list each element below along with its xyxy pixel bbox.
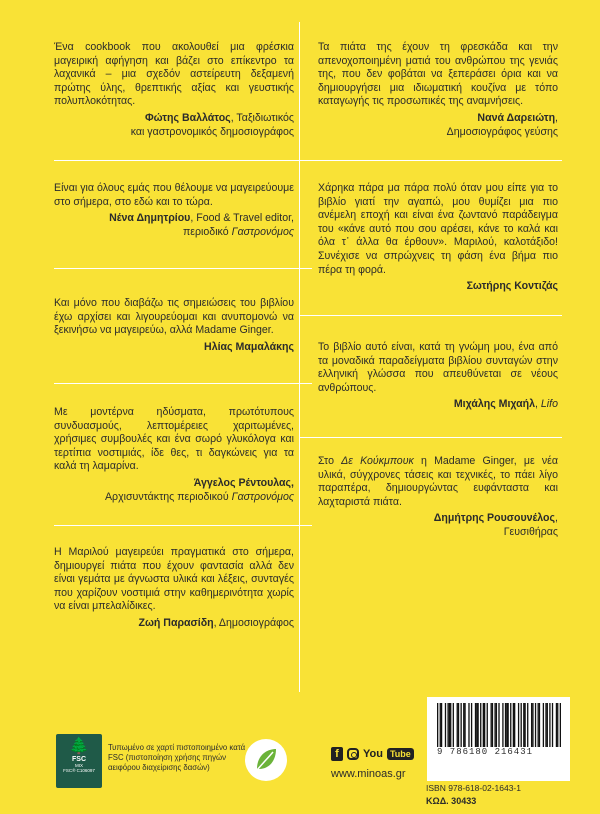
barcode-bar	[437, 703, 438, 747]
barcode-bar	[549, 703, 550, 747]
barcode-bar	[538, 703, 539, 747]
isbn: ISBN 978-618-02-1643-1	[426, 783, 521, 793]
instagram-icon[interactable]	[347, 748, 359, 760]
quote-attribution: Νένα Δημητρίου, Food & Travel editor, περιοδικό Γαστρονόμος	[109, 212, 294, 238]
barcode-bar	[441, 703, 442, 747]
barcode-bar	[447, 703, 448, 747]
barcode-bar	[547, 703, 548, 747]
separator-line	[54, 160, 312, 161]
youtube-icon-tube[interactable]: Tube	[387, 748, 414, 760]
quote-attribution: Φώτης Βαλλάτος, Ταξιδιωτικός και γαστρονομικός δημοσιογράφος	[130, 111, 294, 138]
quote-vallatos	[54, 41, 294, 139]
barcode-bar	[521, 703, 522, 747]
barcode-bar	[468, 703, 469, 747]
quote-text: Και μόνο που διαβάζω τις σημειώσεις του βιβλίου έχω αρχίσει και λιγουρεύομαι και ανυπομονώ να ξεκινήσω να μαγειρεύω, αλλά Madame Ginger.	[54, 297, 294, 337]
barcode-bar	[445, 703, 446, 747]
barcode-bar	[505, 703, 506, 747]
barcode-bar	[487, 703, 488, 747]
barcode-bar	[453, 703, 454, 747]
barcode-bar	[484, 703, 485, 747]
barcode-bar	[494, 703, 495, 747]
barcode-bar	[491, 703, 492, 747]
quote-attribution: Ζωή Παρασίδη, Δημοσιογράφος	[138, 616, 294, 629]
column-divider	[299, 22, 300, 692]
quote-text: Το βιβλίο αυτό είναι, κατά τη γνώμη μου, ένα από τα μοναδικά παραδείγματα βιβλίου συνταγών στην ελληνική γλώσσα που απευθύνεται σε νέους ανθρώπους.	[318, 341, 558, 394]
barcode-bar	[535, 703, 536, 747]
barcode-bar	[483, 703, 484, 747]
fsc-logo: 🌲 FSC MIX FSC® C106097	[56, 734, 102, 788]
barcode-bar	[458, 703, 459, 747]
quote-michail	[318, 341, 558, 412]
barcode-bar	[543, 703, 544, 747]
quote-attribution: Σωτήρης Κοντιζάς	[466, 280, 558, 293]
fsc-note: Τυπωμένο σε χαρτί πιστοποιημένο κατά FSC (πιστοποίηση χρήσης πηγών αειφόρου διαχείρισης δασών)	[108, 743, 246, 772]
quote-attribution: Νανά Δαρειώτη, Δημοσιογράφος γεύσης	[446, 111, 558, 138]
quote-text: Η Μαριλού μαγειρεύει πραγματικά στο σήμερα, δημιουργεί πιάτα που έχουν φαντασία αλλά δεν είναι γεμάτα με άγνωστα υλικά και λέξεις, συνταγές που χαρίζουν νοστιμιά στην καθημερινότητα χωρίς να είναι μπελαλίδικες.	[54, 546, 294, 613]
barcode-bar	[496, 703, 497, 747]
barcode-bar	[531, 703, 532, 747]
quote-dareioti	[318, 41, 558, 139]
barcode-bar	[449, 703, 450, 747]
separator-line	[54, 383, 312, 384]
quote-mamalakis	[54, 297, 294, 354]
quote-attribution: Ηλίας Μαμαλάκης	[204, 340, 294, 353]
quote-rousounelos	[318, 455, 558, 540]
barcode-bar	[560, 703, 561, 747]
quote-text: Τα πιάτα της έχουν τη φρεσκάδα και την απενοχοποιημένη ματιά του ανθρώπου της γενιάς της, που δεν φοβάται να ξεπεράσει όρια και να δημιουργήσει μια ιδιωματική κουζίνα με τόπο καταγωγής τις προσωπικές της αναμνήσεις.	[318, 41, 558, 108]
barcode-bar	[471, 703, 472, 747]
barcode-bar	[463, 703, 464, 747]
barcode-bar	[527, 703, 528, 747]
quote-parasidi	[54, 546, 294, 631]
quote-rentoulas	[54, 406, 294, 504]
separator-line	[54, 268, 312, 269]
youtube-icon-you[interactable]: You	[363, 748, 383, 760]
separator-line	[54, 525, 312, 526]
facebook-icon[interactable]: f	[331, 747, 343, 761]
barcode-bar	[464, 703, 465, 747]
quote-text: Χάρηκα πάρα μα πάρα πολύ όταν μου είπε για το βιβλίο γιατί την αγαπώ, μου θυμίζει μια πιο ανέμελη εποχή και είναι ένα ζωντανό παράδειγμα του «κάνε αυτό που σου αρέσει, κάνε το καλά και όλα τ᾽ άλλα θα έρθουν». Μαριλού, καλοτάξιδο! Συνέχισε να σπρώχνεις τη φάση ένα βήμα πιο πέρα τη φορά.	[318, 182, 558, 276]
barcode-bar	[440, 703, 441, 747]
quote-attribution: Μιχάλης Μιχαήλ, Lifo	[453, 398, 558, 411]
barcode-bar	[514, 703, 515, 747]
barcode-bar	[524, 703, 525, 747]
barcode-bar	[532, 703, 533, 747]
barcode-bar	[450, 703, 451, 747]
barcode-bar	[506, 703, 507, 747]
quote-text: Ένα cookbook που ακολουθεί μια φρέσκια μαγειρική αφήγηση και βάζει στο επίκεντρο τα λαχανικά – μια σχεδόν αστείρευτη δεξαμενή πρώτης ύλης, θρεπτικής αξίας και γευστικής πολυπλοκότητας.	[54, 41, 294, 108]
barcode-number: 9 786180 216431	[437, 747, 534, 757]
quote-dimitriou	[54, 182, 294, 239]
barcode-bar	[480, 703, 481, 747]
barcode-bar	[507, 703, 508, 747]
quote-text: Είναι για όλους εμάς που θέλουμε να μαγειρεύουμε στο σήμερα, στο εδώ και το τώρα.	[54, 182, 294, 208]
quote-text: Με μοντέρνα ηδύσματα, πρωτότυπους συνδυασμούς, λεπτομέρειες χαριτωμένες, χρήσιμες συμβουλές και ένα σωρό γλυκόλογα και τερτίπια νοστιμιάς, ίδε θες, τι δαγκώνεις για τα καλά τη λαμαρίνα.	[54, 406, 294, 473]
barcode-bar	[557, 703, 558, 747]
quote-text: Στο Δε Κούκμπουκ η Madame Ginger, με νέα υλικά, σύγχρονες τάσεις και τεχνικές, το πάει λίγο παραπέρα, δημιουργώντας ευφάνταστα και λαχταριστά πιάτα.	[318, 455, 558, 508]
barcode-bar	[513, 703, 514, 747]
barcode-bar	[492, 703, 493, 747]
barcode-bar	[477, 703, 478, 747]
barcode	[427, 697, 570, 781]
barcode-bar	[539, 703, 540, 747]
barcode-bar	[523, 703, 524, 747]
leaf-icon	[245, 739, 287, 781]
barcode-bar	[545, 703, 546, 747]
separator-line	[300, 160, 562, 161]
barcode-bar	[460, 703, 461, 747]
fsc-tree-icon: 🌲	[69, 738, 89, 755]
product-code: ΚΩΔ. 30433	[426, 796, 477, 806]
quote-kontizas	[318, 182, 558, 294]
barcode-bar	[510, 703, 511, 747]
quote-attribution: Δημήτρης Ρουσουνέλος, Γευσιθήρας	[433, 512, 558, 538]
barcode-bar	[498, 703, 499, 747]
separator-line	[300, 315, 562, 316]
quote-attribution: Άγγελος Ρέντουλας, Αρχισυντάκτης περιοδικού Γαστρονόμος	[104, 476, 294, 503]
barcode-bar	[457, 703, 458, 747]
separator-line	[300, 437, 562, 438]
barcode-bar	[502, 703, 503, 747]
publisher-url[interactable]: www.minoas.gr	[331, 768, 406, 780]
barcode-bar	[556, 703, 557, 747]
barcode-bar	[552, 703, 553, 747]
barcode-bar	[476, 703, 477, 747]
barcode-bar	[475, 703, 476, 747]
barcode-bars	[437, 703, 561, 747]
barcode-bar	[518, 703, 519, 747]
social-icons	[331, 746, 414, 762]
